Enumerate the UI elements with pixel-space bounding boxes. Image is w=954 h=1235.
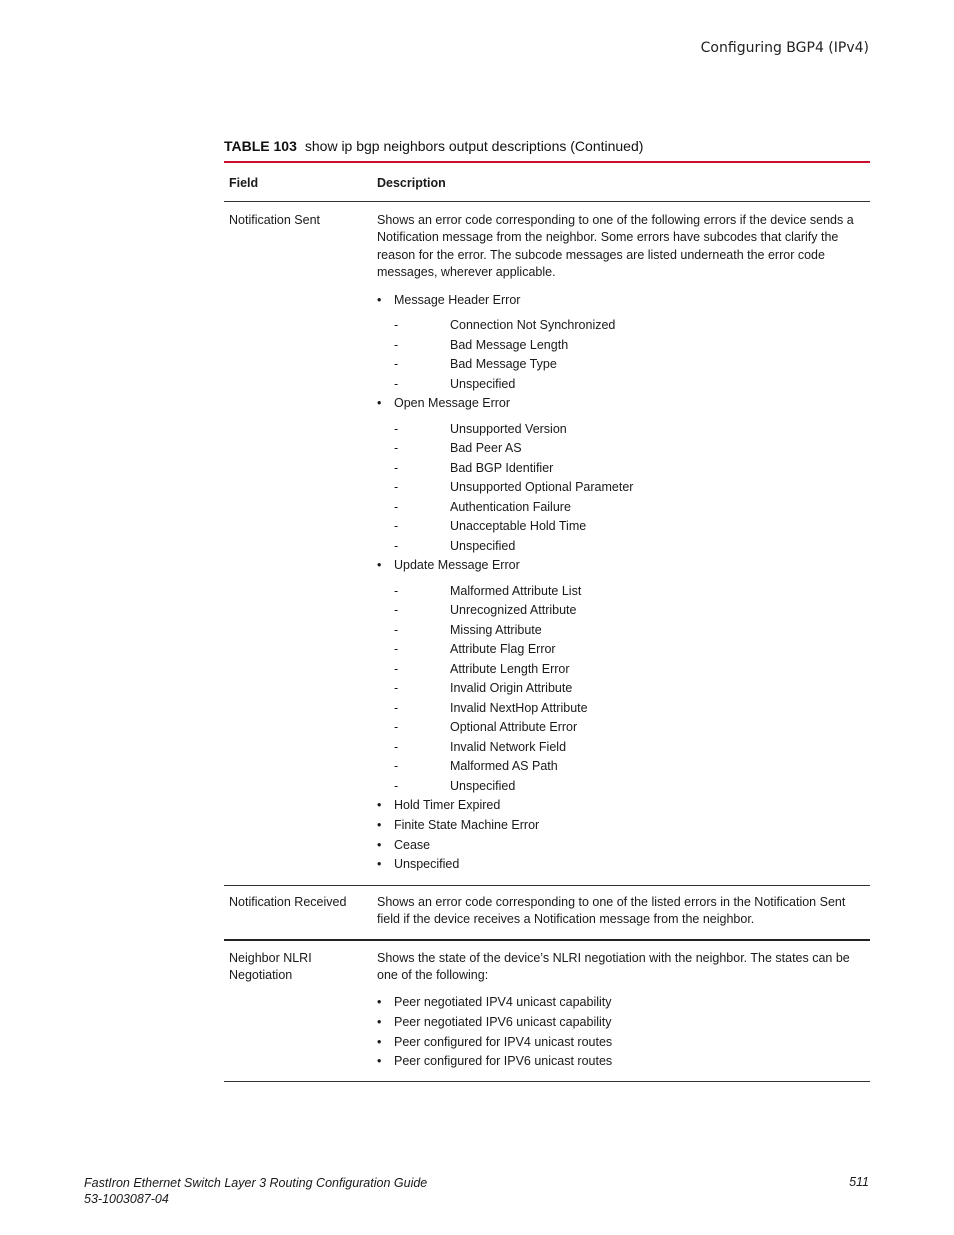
list-item: • Peer configured for IPV4 unicast routes [377,1033,862,1053]
table-row [224,941,870,1082]
table-row [224,886,870,941]
description-cell [377,950,870,1072]
list-item: - Unsupported Optional Parameter [377,478,862,498]
error-code-label: Message Header Error [394,292,521,307]
list-item: - Authentication Failure [377,498,862,518]
list-item: - Optional Attribute Error [377,718,862,738]
table-title: show ip bgp neighbors output descriptions (Continued) [304,138,644,154]
subcode-list [394,582,862,797]
page-number: 511 [849,1175,869,1189]
table-header-row [224,163,870,202]
column-header-description: Description [377,175,446,190]
list-item: - Invalid Origin Attribute [377,679,862,699]
description-text: Shows an error code corresponding to one of the following errors if the device sends a Notification message from the neighbor. Some errors have subcodes that clarify the reason for the error. The subcode messages are listed underneath the error code messages, wherever applicable. [377,213,854,280]
column-header-field: Field [229,175,259,190]
list-item: - Missing Attribute [377,621,862,641]
table-row [224,202,870,886]
list-item: - Bad Message Type [377,355,862,375]
list-item: - Unsupported Version [377,420,862,440]
list-item: • Finite State Machine Error [377,816,862,836]
list-item: • Peer configured for IPV6 unicast routes [377,1052,862,1072]
list-item: - Attribute Length Error [377,660,862,680]
list-item [377,394,862,556]
list-item: • Hold Timer Expired [377,796,862,816]
description-cell [377,212,870,875]
list-item: • Unspecified [377,855,862,875]
list-item: - Unspecified [377,777,862,797]
list-item: - Unspecified [377,375,862,395]
list-item: - Bad BGP Identifier [377,459,862,479]
field-cell: Neighbor NLRI Negotiation [229,950,312,982]
list-item: - Invalid Network Field [377,738,862,758]
list-item [377,291,862,395]
error-code-list [377,291,862,875]
list-item: - Attribute Flag Error [377,640,862,660]
document-number: 53-1003087-04 [84,1192,169,1206]
list-item: • Peer negotiated IPV4 unicast capability [377,993,862,1013]
list-item: - Bad Peer AS [377,439,862,459]
list-item: - Malformed AS Path [377,757,862,777]
list-item: • Peer negotiated IPV6 unicast capability [377,1013,862,1033]
nlri-state-list [377,993,862,1071]
guide-title: FastIron Ethernet Switch Layer 3 Routing Configuration Guide [84,1176,428,1190]
table-caption [224,138,643,154]
list-item: - Unspecified [377,537,862,557]
list-item: - Invalid NextHop Attribute [377,699,862,719]
description-text: Shows the state of the device’s NLRI negotiation with the neighbor. The states can be one of the following: [377,950,850,982]
subcode-list [394,316,862,394]
list-item: - Unacceptable Hold Time [377,517,862,537]
subcode-list [394,420,862,557]
list-item: - Unrecognized Attribute [377,601,862,621]
descriptions-table [224,161,870,1082]
running-header: Configuring BGP4 (IPv4) [700,40,869,56]
table-number: TABLE 103 [224,138,297,154]
error-code-label: Open Message Error [394,396,511,411]
field-cell: Notification Sent [229,213,321,227]
footer-document-info [84,1175,427,1207]
list-item: - Bad Message Length [377,336,862,356]
list-item: • Cease [377,836,862,856]
list-item [377,556,862,796]
description-cell [377,894,870,929]
error-code-label: Update Message Error [394,558,520,573]
description-text: Shows an error code corresponding to one of the listed errors in the Notification Sent field if the device receives a Notification message from the neighbor. [377,894,846,927]
list-item: - Connection Not Synchronized [377,316,862,336]
field-cell: Notification Received [229,894,347,909]
list-item: - Malformed Attribute List [377,582,862,602]
